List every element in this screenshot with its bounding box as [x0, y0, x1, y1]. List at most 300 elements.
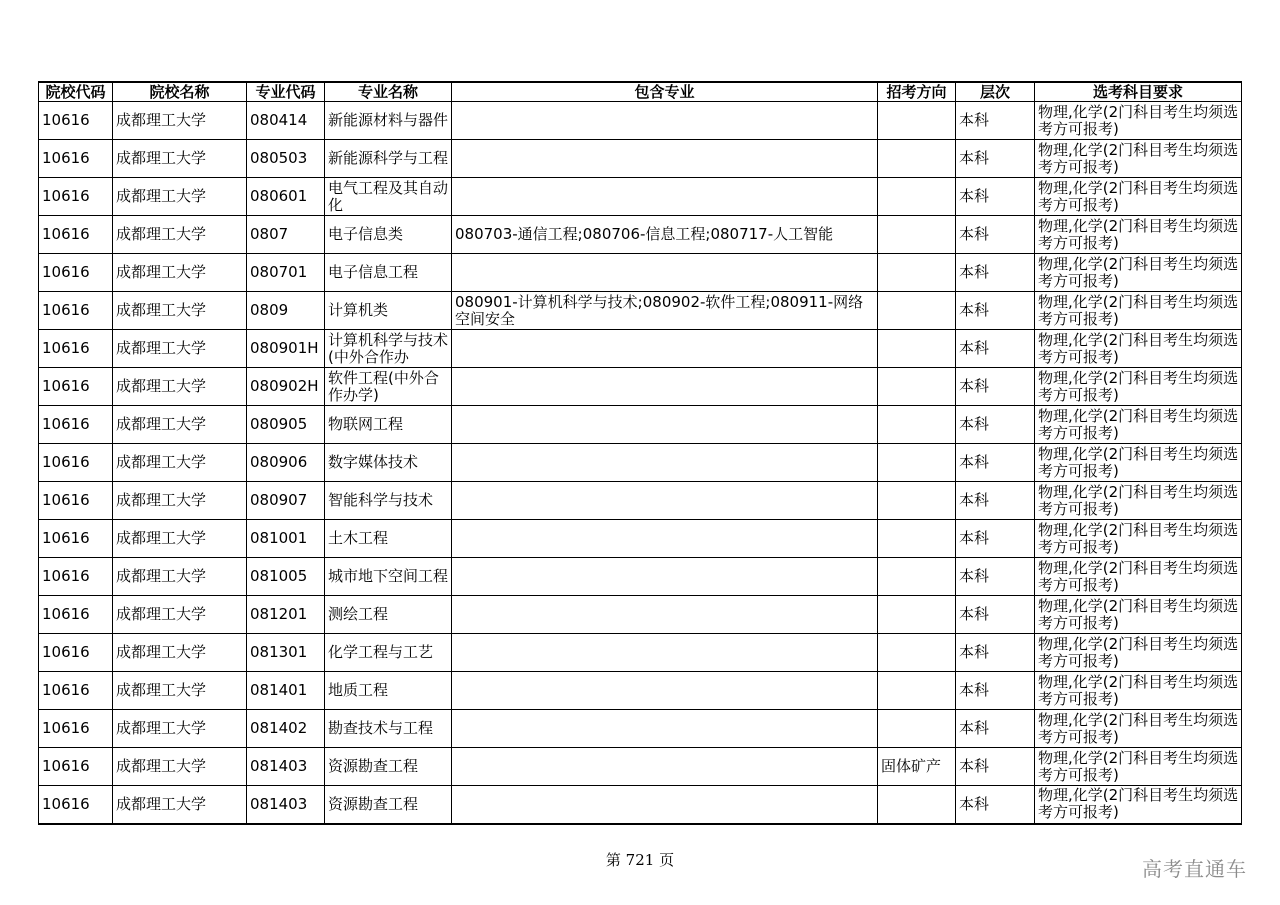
major-code-cell	[247, 596, 325, 634]
direction-cell	[878, 102, 956, 140]
school-code-cell-text: 10616	[42, 340, 90, 357]
major-name-cell-text: 新能源科学与工程	[328, 150, 449, 167]
major-name-cell	[325, 558, 452, 596]
page-number: 第 721 页	[605, 851, 675, 869]
subject-requirement-cell-text: 物理,化学(2门科目考生均须选考方可报考)	[1038, 179, 1239, 214]
level-cell-text: 本科	[959, 644, 990, 661]
table-row	[39, 444, 1242, 482]
major-name-cell	[325, 520, 452, 558]
school-code-cell	[39, 216, 113, 254]
school-name-cell	[113, 748, 247, 786]
header-level: 层次	[956, 82, 1035, 102]
subject-requirement-cell	[1035, 520, 1242, 558]
major-name-cell-text: 智能科学与技术	[328, 492, 434, 509]
level-cell	[956, 710, 1035, 748]
major-code-cell-text: 081005	[250, 568, 308, 585]
major-name-cell	[325, 406, 452, 444]
major-code-cell-text: 080902H	[250, 378, 319, 395]
header-school-code: 院校代码	[39, 82, 113, 102]
major-code-cell-text: 081403	[250, 795, 308, 813]
included-majors-cell	[452, 292, 878, 330]
direction-cell	[878, 292, 956, 330]
direction-cell	[878, 140, 956, 178]
school-code-cell	[39, 786, 113, 824]
level-cell-text: 本科	[959, 758, 990, 775]
school-name-cell	[113, 520, 247, 558]
subject-requirement-cell	[1035, 330, 1242, 368]
major-code-cell	[247, 634, 325, 672]
school-name-cell	[113, 216, 247, 254]
direction-cell	[878, 672, 956, 710]
level-cell	[956, 254, 1035, 292]
major-code-cell-text: 081001	[250, 530, 308, 547]
level-cell-text: 本科	[959, 302, 990, 319]
included-majors-cell	[452, 216, 878, 254]
major-name-cell	[325, 140, 452, 178]
major-code-cell-text: 080901H	[250, 340, 319, 357]
included-majors-cell	[452, 140, 878, 178]
header-major-name: 专业名称	[325, 82, 452, 102]
major-name-cell	[325, 482, 452, 520]
major-name-cell	[325, 330, 452, 368]
school-name-cell-text: 成都理工大学	[116, 150, 207, 167]
included-majors-cell	[452, 520, 878, 558]
included-majors-cell	[452, 710, 878, 748]
major-name-cell-text: 资源勘查工程	[328, 758, 419, 775]
subject-requirement-cell-text: 物理,化学(2门科目考生均须选考方可报考)	[1038, 749, 1239, 784]
major-name-cell	[325, 254, 452, 292]
level-cell	[956, 444, 1035, 482]
school-name-cell-text: 成都理工大学	[116, 454, 207, 471]
subject-requirement-cell	[1035, 292, 1242, 330]
major-name-cell-text: 城市地下空间工程	[328, 568, 449, 585]
major-code-cell	[247, 786, 325, 824]
school-code-cell-text: 10616	[42, 682, 90, 699]
major-name-cell-text: 土木工程	[328, 530, 389, 547]
level-cell-text: 本科	[959, 188, 990, 205]
level-cell-text: 本科	[959, 378, 990, 395]
table-row	[39, 254, 1242, 292]
major-code-cell-text: 081301	[250, 644, 308, 661]
school-code-cell-text: 10616	[42, 188, 90, 205]
major-code-cell	[247, 254, 325, 292]
subject-requirement-cell-text: 物理,化学(2门科目考生均须选考方可报考)	[1038, 369, 1239, 404]
major-code-cell	[247, 368, 325, 406]
school-code-cell	[39, 254, 113, 292]
subject-requirement-cell-text: 物理,化学(2门科目考生均须选考方可报考)	[1038, 445, 1239, 480]
major-code-cell	[247, 102, 325, 140]
subject-requirement-cell-text: 物理,化学(2门科目考生均须选考方可报考)	[1038, 141, 1239, 176]
table-row	[39, 634, 1242, 672]
table-row	[39, 672, 1242, 710]
major-code-cell-text: 080503	[250, 150, 308, 167]
major-code-cell-text: 080414	[250, 112, 308, 129]
subject-requirement-cell-text: 物理,化学(2门科目考生均须选考方可报考)	[1038, 293, 1239, 328]
included-majors-cell-text: 080901-计算机科学与技术;080902-软件工程;080911-网络空间安全	[455, 293, 864, 328]
school-code-cell	[39, 558, 113, 596]
major-code-cell	[247, 406, 325, 444]
subject-requirement-cell	[1035, 368, 1242, 406]
table-row	[39, 482, 1242, 520]
direction-cell	[878, 444, 956, 482]
school-code-cell	[39, 330, 113, 368]
major-code-cell	[247, 292, 325, 330]
school-code-cell-text: 10616	[42, 112, 90, 129]
subject-requirement-cell	[1035, 178, 1242, 216]
included-majors-cell	[452, 634, 878, 672]
subject-requirement-cell	[1035, 482, 1242, 520]
included-majors-cell	[452, 102, 878, 140]
level-cell	[956, 292, 1035, 330]
header-major-code: 专业代码	[247, 82, 325, 102]
major-code-cell	[247, 216, 325, 254]
included-majors-cell	[452, 178, 878, 216]
school-code-cell	[39, 178, 113, 216]
table-row	[39, 330, 1242, 368]
major-name-cell-text: 物联网工程	[328, 416, 404, 433]
included-majors-cell	[452, 748, 878, 786]
header-row	[39, 82, 1242, 102]
table-row	[39, 406, 1242, 444]
header-subject-requirement: 选考科目要求	[1035, 82, 1242, 102]
table-row	[39, 140, 1242, 178]
school-name-cell-text: 成都理工大学	[116, 568, 207, 585]
school-code-cell	[39, 444, 113, 482]
subject-requirement-cell-text: 物理,化学(2门科目考生均须选考方可报考)	[1038, 255, 1239, 290]
school-code-cell	[39, 368, 113, 406]
major-code-cell	[247, 710, 325, 748]
table-row	[39, 786, 1242, 824]
major-code-cell	[247, 330, 325, 368]
school-name-cell	[113, 596, 247, 634]
major-name-cell-text: 计算机科学与技术(中外合作办	[328, 331, 449, 366]
subject-requirement-cell	[1035, 710, 1242, 748]
school-name-cell	[113, 558, 247, 596]
school-code-cell-text: 10616	[42, 795, 90, 813]
major-name-cell-text: 软件工程(中外合作办学)	[328, 369, 439, 404]
school-code-cell	[39, 634, 113, 672]
subject-requirement-cell-text: 物理,化学(2门科目考生均须选考方可报考)	[1038, 635, 1239, 670]
subject-requirement-cell-text: 物理,化学(2门科目考生均须选考方可报考)	[1038, 597, 1239, 632]
school-name-cell	[113, 406, 247, 444]
school-name-cell	[113, 292, 247, 330]
major-code-cell	[247, 748, 325, 786]
included-majors-cell	[452, 254, 878, 292]
subject-requirement-cell	[1035, 444, 1242, 482]
direction-cell	[878, 634, 956, 672]
level-cell	[956, 216, 1035, 254]
school-name-cell	[113, 482, 247, 520]
school-name-cell	[113, 444, 247, 482]
subject-requirement-cell-text: 物理,化学(2门科目考生均须选考方可报考)	[1038, 483, 1239, 518]
level-cell	[956, 140, 1035, 178]
direction-cell	[878, 406, 956, 444]
level-cell	[956, 558, 1035, 596]
school-name-cell	[113, 634, 247, 672]
table-row	[39, 520, 1242, 558]
direction-cell-text: 固体矿产	[881, 758, 942, 775]
header-direction: 招考方向	[878, 82, 956, 102]
school-name-cell	[113, 672, 247, 710]
included-majors-cell	[452, 444, 878, 482]
major-name-cell	[325, 368, 452, 406]
level-cell	[956, 482, 1035, 520]
school-code-cell	[39, 748, 113, 786]
school-code-cell-text: 10616	[42, 416, 90, 433]
school-name-cell-text: 成都理工大学	[116, 644, 207, 661]
school-code-cell	[39, 292, 113, 330]
subject-requirement-cell	[1035, 786, 1242, 824]
level-cell-text: 本科	[959, 492, 990, 509]
major-name-cell-text: 测绘工程	[328, 606, 389, 623]
school-name-cell	[113, 178, 247, 216]
level-cell	[956, 406, 1035, 444]
level-cell-text: 本科	[959, 530, 990, 547]
school-name-cell	[113, 140, 247, 178]
major-code-cell	[247, 672, 325, 710]
school-code-cell	[39, 406, 113, 444]
table-row	[39, 710, 1242, 748]
major-name-cell	[325, 596, 452, 634]
major-name-cell	[325, 444, 452, 482]
level-cell	[956, 748, 1035, 786]
watermark-text: 高考直通车	[1142, 857, 1247, 881]
direction-cell	[878, 482, 956, 520]
level-cell	[956, 672, 1035, 710]
school-code-cell	[39, 520, 113, 558]
school-code-cell-text: 10616	[42, 378, 90, 395]
direction-cell	[878, 254, 956, 292]
major-code-cell	[247, 520, 325, 558]
major-code-cell-text: 080907	[250, 492, 308, 509]
direction-cell	[878, 710, 956, 748]
level-cell-text: 本科	[959, 340, 990, 357]
school-code-cell	[39, 140, 113, 178]
school-code-cell-text: 10616	[42, 302, 90, 319]
school-name-cell-text: 成都理工大学	[116, 340, 207, 357]
direction-cell	[878, 368, 956, 406]
school-code-cell-text: 10616	[42, 150, 90, 167]
level-cell-text: 本科	[959, 606, 990, 623]
header-school-name: 院校名称	[113, 82, 247, 102]
school-code-cell-text: 10616	[42, 568, 90, 585]
direction-cell	[878, 596, 956, 634]
school-code-cell	[39, 710, 113, 748]
included-majors-cell	[452, 368, 878, 406]
school-code-cell-text: 10616	[42, 264, 90, 281]
direction-cell	[878, 216, 956, 254]
subject-requirement-cell-text: 物理,化学(2门科目考生均须选考方可报考)	[1038, 103, 1239, 138]
subject-requirement-cell	[1035, 596, 1242, 634]
school-name-cell	[113, 330, 247, 368]
table-row	[39, 558, 1242, 596]
level-cell	[956, 102, 1035, 140]
included-majors-cell	[452, 406, 878, 444]
level-cell-text: 本科	[959, 682, 990, 699]
included-majors-cell	[452, 330, 878, 368]
level-cell	[956, 634, 1035, 672]
table-row	[39, 102, 1242, 140]
level-cell-text: 本科	[959, 416, 990, 433]
major-code-cell-text: 081403	[250, 758, 308, 775]
major-name-cell-text: 电子信息类	[328, 226, 404, 243]
direction-cell	[878, 178, 956, 216]
major-name-cell	[325, 178, 452, 216]
direction-cell	[878, 786, 956, 824]
level-cell-text: 本科	[959, 720, 990, 737]
level-cell	[956, 330, 1035, 368]
major-code-cell-text: 081401	[250, 682, 308, 699]
major-name-cell-text: 数字媒体技术	[328, 454, 419, 471]
table-row	[39, 178, 1242, 216]
school-code-cell	[39, 596, 113, 634]
subject-requirement-cell-text: 物理,化学(2门科目考生均须选考方可报考)	[1038, 331, 1239, 366]
school-name-cell-text: 成都理工大学	[116, 112, 207, 129]
level-cell	[956, 368, 1035, 406]
major-name-cell	[325, 216, 452, 254]
school-name-cell-text: 成都理工大学	[116, 606, 207, 623]
school-name-cell-text: 成都理工大学	[116, 302, 207, 319]
school-code-cell	[39, 482, 113, 520]
direction-cell	[878, 520, 956, 558]
school-name-cell-text: 成都理工大学	[116, 758, 207, 775]
included-majors-cell	[452, 672, 878, 710]
school-name-cell	[113, 710, 247, 748]
school-code-cell	[39, 102, 113, 140]
major-name-cell-text: 地质工程	[328, 682, 389, 699]
subject-requirement-cell	[1035, 406, 1242, 444]
major-name-cell-text: 计算机类	[328, 302, 389, 319]
major-name-cell	[325, 748, 452, 786]
major-name-cell	[325, 634, 452, 672]
school-code-cell-text: 10616	[42, 226, 90, 243]
school-name-cell-text: 成都理工大学	[116, 226, 207, 243]
subject-requirement-cell-text: 物理,化学(2门科目考生均须选考方可报考)	[1038, 407, 1239, 442]
major-code-cell-text: 080601	[250, 188, 308, 205]
level-cell	[956, 786, 1035, 824]
table-row	[39, 596, 1242, 634]
subject-requirement-cell-text: 物理,化学(2门科目考生均须选考方可报考)	[1038, 711, 1239, 746]
school-code-cell-text: 10616	[42, 606, 90, 623]
major-code-cell-text: 080906	[250, 454, 308, 471]
school-name-cell-text: 成都理工大学	[116, 378, 207, 395]
school-name-cell-text: 成都理工大学	[116, 530, 207, 547]
major-code-cell-text: 081201	[250, 606, 308, 623]
direction-cell	[878, 558, 956, 596]
major-name-cell-text: 资源勘查工程	[328, 795, 419, 813]
school-name-cell-text: 成都理工大学	[116, 682, 207, 699]
school-name-cell	[113, 368, 247, 406]
table-body	[39, 102, 1242, 824]
subject-requirement-cell	[1035, 634, 1242, 672]
school-name-cell-text: 成都理工大学	[116, 720, 207, 737]
subject-requirement-cell	[1035, 140, 1242, 178]
school-code-cell-text: 10616	[42, 530, 90, 547]
school-name-cell	[113, 102, 247, 140]
major-code-cell-text: 080905	[250, 416, 308, 433]
level-cell-text: 本科	[959, 568, 990, 585]
level-cell	[956, 596, 1035, 634]
school-code-cell-text: 10616	[42, 492, 90, 509]
subject-requirement-cell	[1035, 254, 1242, 292]
major-code-cell-text: 0809	[250, 302, 289, 319]
level-cell-text: 本科	[959, 795, 990, 813]
school-name-cell-text: 成都理工大学	[116, 795, 207, 813]
school-name-cell-text: 成都理工大学	[116, 264, 207, 281]
subject-requirement-cell-text: 物理,化学(2门科目考生均须选考方可报考)	[1038, 521, 1239, 556]
subject-requirement-cell-text: 物理,化学(2门科目考生均须选考方可报考)	[1038, 673, 1239, 708]
school-name-cell-text: 成都理工大学	[116, 188, 207, 205]
school-name-cell-text: 成都理工大学	[116, 416, 207, 433]
subject-requirement-cell	[1035, 216, 1242, 254]
major-name-cell-text: 新能源材料与器件	[328, 112, 449, 129]
level-cell-text: 本科	[959, 226, 990, 243]
subject-requirement-cell	[1035, 102, 1242, 140]
table-row	[39, 368, 1242, 406]
school-code-cell-text: 10616	[42, 644, 90, 661]
major-name-cell-text: 勘查技术与工程	[328, 720, 434, 737]
school-name-cell-text: 成都理工大学	[116, 492, 207, 509]
major-name-cell	[325, 672, 452, 710]
subject-requirement-cell-text: 物理,化学(2门科目考生均须选考方可报考)	[1038, 787, 1239, 822]
admission-table	[38, 81, 1242, 825]
major-name-cell-text: 化学工程与工艺	[328, 644, 434, 661]
header-included-majors: 包含专业	[452, 82, 878, 102]
level-cell-text: 本科	[959, 112, 990, 129]
major-code-cell	[247, 558, 325, 596]
school-code-cell-text: 10616	[42, 758, 90, 775]
table-row	[39, 292, 1242, 330]
major-code-cell	[247, 140, 325, 178]
level-cell	[956, 520, 1035, 558]
major-code-cell	[247, 444, 325, 482]
direction-cell	[878, 330, 956, 368]
major-name-cell	[325, 102, 452, 140]
school-code-cell-text: 10616	[42, 454, 90, 471]
included-majors-cell-text: 080703-通信工程;080706-信息工程;080717-人工智能	[455, 226, 834, 243]
major-name-cell	[325, 292, 452, 330]
major-code-cell	[247, 482, 325, 520]
subject-requirement-cell	[1035, 558, 1242, 596]
major-code-cell-text: 081402	[250, 720, 308, 737]
level-cell-text: 本科	[959, 150, 990, 167]
included-majors-cell	[452, 786, 878, 824]
included-majors-cell	[452, 558, 878, 596]
level-cell-text: 本科	[959, 454, 990, 471]
major-code-cell-text: 080701	[250, 264, 308, 281]
subject-requirement-cell-text: 物理,化学(2门科目考生均须选考方可报考)	[1038, 217, 1239, 252]
included-majors-cell	[452, 482, 878, 520]
table-row	[39, 748, 1242, 786]
major-name-cell-text: 电子信息工程	[328, 264, 419, 281]
major-name-cell	[325, 786, 452, 824]
level-cell	[956, 178, 1035, 216]
major-code-cell	[247, 178, 325, 216]
major-name-cell	[325, 710, 452, 748]
subject-requirement-cell	[1035, 748, 1242, 786]
major-code-cell-text: 0807	[250, 226, 289, 243]
school-name-cell	[113, 254, 247, 292]
major-name-cell-text: 电气工程及其自动化	[328, 179, 449, 214]
table-row	[39, 216, 1242, 254]
level-cell-text: 本科	[959, 264, 990, 281]
subject-requirement-cell	[1035, 672, 1242, 710]
direction-cell	[878, 748, 956, 786]
included-majors-cell	[452, 596, 878, 634]
school-code-cell-text: 10616	[42, 720, 90, 737]
school-name-cell	[113, 786, 247, 824]
school-code-cell	[39, 672, 113, 710]
